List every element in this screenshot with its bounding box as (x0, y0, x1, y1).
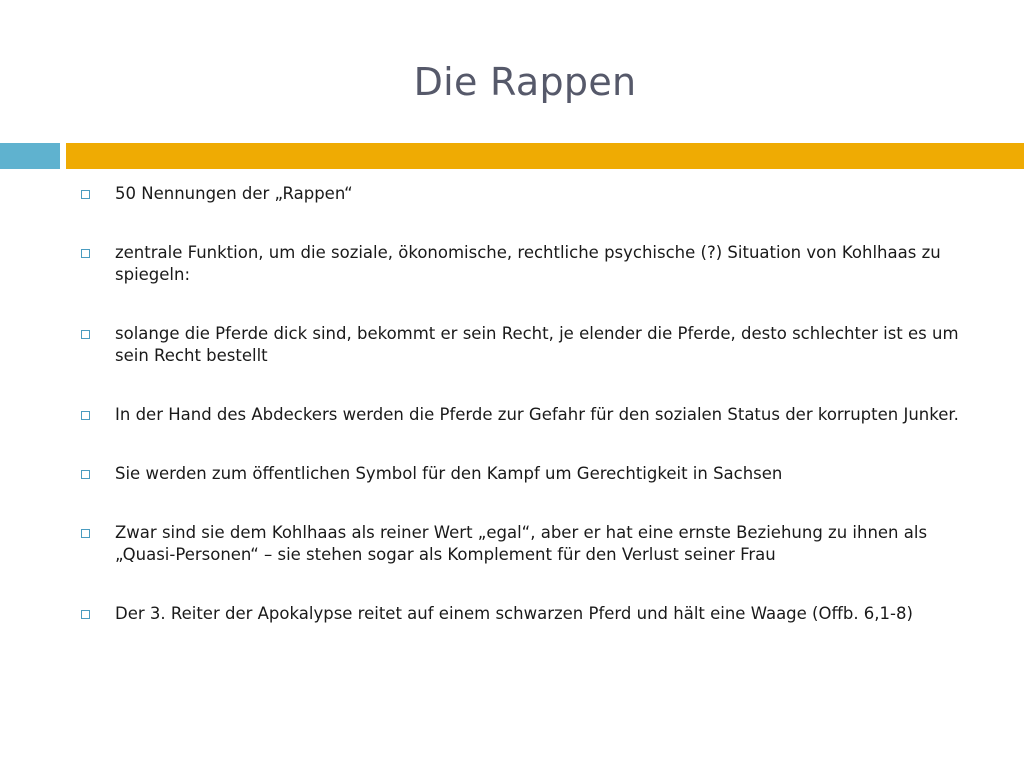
bullet-text: solange die Pferde dick sind, bekommt er sein Recht, je elender die Pferde, desto schlechter ist es um sein Recht bestellt (115, 324, 959, 365)
accent-bar-gold (66, 143, 1024, 169)
slide-title: Die Rappen (413, 60, 637, 104)
bullet-text: 50 Nennungen der „Rappen“ (115, 184, 353, 203)
square-bullet-icon (81, 610, 90, 619)
bullet-text: Der 3. Reiter der Apokalypse reitet auf einem schwarzen Pferd und hält eine Waage (Offb. 6,1-8) (115, 604, 913, 623)
accent-bar-blue (0, 143, 60, 169)
bullet-text: Sie werden zum öffentlichen Symbol für den Kampf um Gerechtigkeit in Sachsen (115, 464, 783, 483)
bullet-text: In der Hand des Abdeckers werden die Pferde zur Gefahr für den sozialen Status der korrupten Junker. (115, 405, 959, 424)
bullet-list (78, 183, 988, 662)
square-bullet-icon (81, 190, 90, 199)
square-bullet-icon (81, 470, 90, 479)
bullet-item (78, 603, 988, 625)
bullet-item (78, 242, 988, 286)
square-bullet-icon (81, 529, 90, 538)
bullet-item (78, 183, 988, 205)
bullet-text: zentrale Funktion, um die soziale, ökonomische, rechtliche psychische (?) Situation von Kohlhaas zu spiegeln: (115, 243, 941, 284)
square-bullet-icon (81, 411, 90, 420)
bullet-item (78, 522, 988, 566)
bullet-item (78, 404, 988, 426)
bullet-text: Zwar sind sie dem Kohlhaas als reiner Wert „egal“, aber er hat eine ernste Beziehung zu ihnen als „Quasi-Personen“ – sie stehen sogar als Komplement für den Verlust seiner Frau (115, 523, 928, 564)
bullet-item (78, 323, 988, 367)
square-bullet-icon (81, 330, 90, 339)
bullet-item (78, 463, 988, 485)
square-bullet-icon (81, 249, 90, 258)
